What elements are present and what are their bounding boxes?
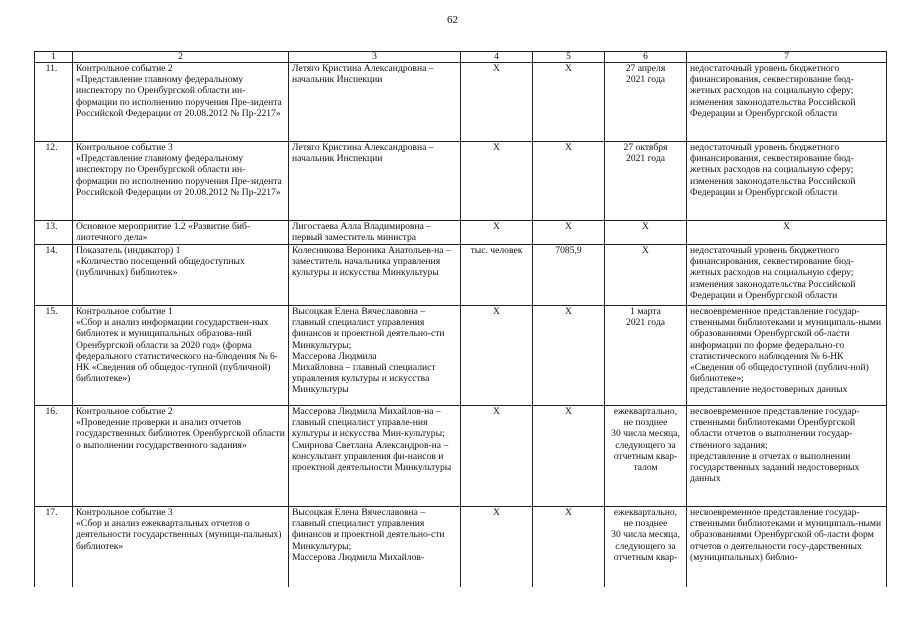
risks-cell: несвоевременное представление государ-ственными библиотеками и муниципаль-ными образованиями Оренбургской об-ласти информации по форме федерально-го статистического наблюдения № 6-НК «Сведения об общедоступной (публич-ной) библиотеке»; представление недостоверных данных bbox=[687, 306, 887, 406]
table-row bbox=[35, 406, 887, 507]
deadline-cell: ежеквартально, не позднее 30 числа месяца, следующего за отчетным квар- талом bbox=[605, 406, 687, 507]
responsible-person: Летяго Кристина Александровна – начальник Инспекции bbox=[289, 63, 461, 142]
unit-cell: Х bbox=[461, 406, 533, 507]
page-number: 62 bbox=[447, 14, 458, 26]
row-number: 12. bbox=[35, 142, 73, 221]
event-name: Контрольное событие 2 «Проведение проверки и анализ отчетов государственных библиотек Оренбургской области о выполнении государственного задания» bbox=[73, 406, 289, 507]
table-row bbox=[35, 306, 887, 406]
responsible-person: Высоцкая Елена Вячеславовна – главный специалист управления финансов и проектной деятельно-сти Минкультуры; Массерова Людмила Михайлов- bbox=[289, 507, 461, 587]
event-name: Показатель (индикатор) 1 «Количество посещений общедоступных (публичных) библиотек» bbox=[73, 245, 289, 306]
measures-table bbox=[34, 51, 887, 587]
value-cell: Х bbox=[533, 507, 605, 587]
row-number: 15. bbox=[35, 306, 73, 406]
deadline-cell: ежеквартально, не позднее 30 числа месяца, следующего за отчетным квар- bbox=[605, 507, 687, 587]
value-cell: Х bbox=[533, 63, 605, 142]
row-number: 13. bbox=[35, 221, 73, 245]
responsible-person: Лигостаева Алла Владимировна – первый заместитель министра bbox=[289, 221, 461, 245]
value-cell: Х bbox=[533, 221, 605, 245]
risks-cell: Х bbox=[687, 221, 887, 245]
responsible-person: Колесникова Вероника Анатольев-на – заместитель начальника управления культуры и искусства Минкультуры bbox=[289, 245, 461, 306]
value-cell: Х bbox=[533, 306, 605, 406]
deadline-cell: 27 апреля 2021 года bbox=[605, 63, 687, 142]
unit-cell: Х bbox=[461, 63, 533, 142]
event-name: Контрольное событие 2 «Представление главному федеральному инспектору по Оренбургской области ин-формации по исполнению поручения Пре-зидента Российской Федерации от 20.08.2012 № Пр-2217» bbox=[73, 63, 289, 142]
table-row bbox=[35, 63, 887, 142]
event-name: Контрольное событие 3 «Сбор и анализ ежеквартальных отчетов о деятельности государственных (муници-пальных) библиотек» bbox=[73, 507, 289, 587]
responsible-person: Массерова Людмила Михайлов-на – главный специалист управле-ния культуры и искусства Мин-культуры; Смирнова Светлана Александров-на – консультант управления фи-нансов и проектной деятельности Минкультуры bbox=[289, 406, 461, 507]
risks-cell: недостаточный уровень бюджетного финансирования, секвестирование бюд-жетных расходов на социальную сферу; изменения законодательства Российской Федерации и Оренбургской области bbox=[687, 63, 887, 142]
unit-cell: Х bbox=[461, 507, 533, 587]
risks-cell: недостаточный уровень бюджетного финансирования, секвестирование бюд-жетных расходов на социальную сферу; изменения законодательства Российской Федерации и Оренбургской области bbox=[687, 142, 887, 221]
table-row bbox=[35, 142, 887, 221]
row-number: 11. bbox=[35, 63, 73, 142]
event-name: Контрольное событие 1 «Сбор и анализ информации государствен-ных библиотек и муниципальных образова-ний Оренбургской области за 2020 год» (форма федерального статистического на-блюдения № 6-НК «Сведения об общедос-тупной (публичной) библиотеке») bbox=[73, 306, 289, 406]
risks-cell: несвоевременное представление государ-ственными библиотеками и муниципаль-ными образованиями Оренбургской об-ласти форм отчетов о деятельности госу-дарственных (муниципальных) библио- bbox=[687, 507, 887, 587]
unit-cell: Х bbox=[461, 142, 533, 221]
value-cell: 7085,9 bbox=[533, 245, 605, 306]
deadline-cell: Х bbox=[605, 221, 687, 245]
unit-cell: Х bbox=[461, 221, 533, 245]
row-number: 16. bbox=[35, 406, 73, 507]
deadline-cell: Х bbox=[605, 245, 687, 306]
event-name: Контрольное событие 3 «Представление главному федеральному инспектору по Оренбургской области ин-формации по исполнению поручения Пре-зидента Российской Федерации от 20.08.2012 № Пр-2217» bbox=[73, 142, 289, 221]
table-row bbox=[35, 221, 887, 245]
header-cell: 5 bbox=[533, 52, 605, 63]
header-cell: 1 bbox=[35, 52, 73, 63]
event-name: Основное мероприятие 1.2 «Развитие биб-лиотечного дела» bbox=[73, 221, 289, 245]
value-cell: Х bbox=[533, 406, 605, 507]
table-row bbox=[35, 245, 887, 306]
risks-cell: несвоевременное представление государ-ственными библиотеками Оренбургской области отчетов о выполнении государ-ственного задания; представление в отчетах о выполнении государственных заданий недостоверных данных bbox=[687, 406, 887, 507]
responsible-person: Высоцкая Елена Вячеславовна – главный специалист управления финансов и проектной деятельно-сти Минкультуры; Массерова Людмила Михайловна – главный специалист управления культуры и искусства Минкультуры bbox=[289, 306, 461, 406]
row-number: 17. bbox=[35, 507, 73, 587]
unit-cell: Х bbox=[461, 306, 533, 406]
header-cell: 4 bbox=[461, 52, 533, 63]
responsible-person: Летяго Кристина Александровна – начальник Инспекции bbox=[289, 142, 461, 221]
risks-cell: недостаточный уровень бюджетного финансирования, секвестирование бюд-жетных расходов на социальную сферу; изменения законодательства Российской Федерации и Оренбургской области bbox=[687, 245, 887, 306]
deadline-cell: 1 марта 2021 года bbox=[605, 306, 687, 406]
unit-cell: тыс. человек bbox=[461, 245, 533, 306]
header-cell: 6 bbox=[605, 52, 687, 63]
header-row bbox=[35, 52, 887, 63]
header-cell: 2 bbox=[73, 52, 289, 63]
header-cell: 7 bbox=[687, 52, 887, 63]
deadline-cell: 27 октября 2021 года bbox=[605, 142, 687, 221]
table-row bbox=[35, 507, 887, 587]
value-cell: Х bbox=[533, 142, 605, 221]
row-number: 14. bbox=[35, 245, 73, 306]
header-cell: 3 bbox=[289, 52, 461, 63]
